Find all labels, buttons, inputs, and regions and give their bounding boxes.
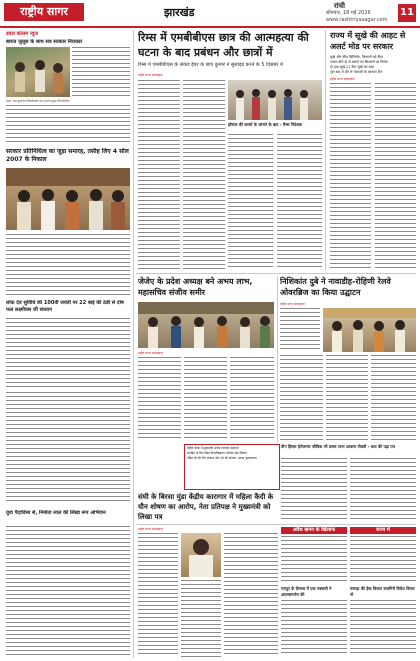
left-dateline: डवल कोलम न्यूज — [6, 31, 38, 37]
story-3-text-col-3 — [326, 355, 368, 441]
story-2-byline: राष्ट्रीय सागर संवाददाता — [138, 351, 163, 355]
mid-box-bullets — [187, 446, 277, 461]
left-headline-3: लोक देव सुविधि की 100वीं जयंती पर 22 बाई की ठंडी से दोष फल लक्ष्मीयस जी संध्यान — [6, 300, 124, 313]
right-story-text-2 — [350, 600, 416, 656]
left-photo-2 — [6, 168, 130, 230]
students-photo — [228, 80, 322, 120]
story-2-headline: जेजेए के प्रदेश अध्यक्ष बने अभय लाभ, महासचिव संजीव समीर — [138, 277, 253, 297]
story-3-photo — [323, 308, 416, 352]
left-subhead: बारात जुलूस के साथ सत्र सरकार निराकार — [6, 39, 83, 45]
mid-box-text-1 — [281, 458, 347, 522]
left-story-text-6 — [6, 526, 130, 656]
masthead — [0, 0, 420, 28]
mid-box-text-2 — [350, 458, 416, 522]
section-title: झारखंड — [164, 6, 195, 19]
left-photo-caption: शहर: राम कुलदत्त जिलारिकत मान कारों प्रमुख की वितरित — [6, 99, 70, 103]
lead-headline — [138, 30, 322, 60]
right-headline: राज्य में सूखे की आहट से अलर्ट मोड पर सरकार — [330, 31, 406, 51]
right-box-1-head: अवैध खनन के खिलाफ — [281, 527, 347, 534]
left-story-text-2 — [6, 105, 130, 145]
story-3-text-col-1 — [280, 308, 320, 352]
group-photo — [6, 168, 130, 230]
right-bullet-1: सुखे और बीज बिनियोग, किसानों को बीज — [330, 55, 384, 59]
column-divider — [133, 30, 134, 658]
left-headline-4: युवा पैदाविसा से, निर्माता लाल की लिखा रूप अभियान — [6, 510, 106, 516]
mid-bullet-1: राष्ट्रीय करेंस में मुख्यमंत्री अनेक व्यवस्था संसाधन — [187, 446, 239, 450]
right-story-text — [281, 600, 347, 656]
right-bullet-4: जून बाद में दौर लें माताओं के बरसात दिन — [330, 70, 383, 74]
story-2-text-col-3 — [230, 357, 274, 441]
story-2-photo — [138, 302, 274, 348]
politician-photo — [181, 533, 221, 577]
newspaper-logo: राष्ट्रीय सागर — [4, 3, 84, 21]
left-story-text-4 — [6, 318, 130, 388]
left-story-text-1 — [72, 47, 130, 97]
story-2-text-col-1 — [138, 357, 181, 441]
horizontal-rule-2 — [136, 524, 416, 525]
right-box-1-text — [281, 536, 347, 584]
mid-bullet-2: जनहित के लिए विद्या विश्वविद्यालय परिक्षेत्र और विस्तार — [187, 451, 247, 455]
story-3-byline: राष्ट्रीय सागर संवाददाता — [280, 302, 305, 306]
left-headline-2: सरकार प्रतिनिधित्व का जुड़ा समारह, तसीह लिए 4 सोल 2007 के निकाल — [6, 148, 129, 163]
lead-photo — [228, 80, 322, 120]
story-4-byline: राष्ट्रीय सागर संवाददाता — [138, 527, 163, 531]
city-name: रांची — [334, 2, 345, 10]
lead-headline-line-2: घटना के बाद प्रबंधन और छात्रों में — [138, 46, 273, 59]
right-text-col-1 — [330, 83, 371, 270]
crowd-photo — [6, 47, 70, 97]
story-3-text-col-2 — [280, 355, 323, 441]
story-3-text-col-4 — [371, 355, 416, 441]
lead-text-col-2 — [183, 80, 225, 270]
lead-byline: राष्ट्रीय सागर संवाददाता — [138, 73, 163, 77]
lead-sidebar-head: हॉस्टल की कमरों के जांचने के बाद - रिम्स निदेशक — [228, 122, 303, 127]
website-url: www.rashtriyasagar.com — [326, 17, 388, 23]
mid-box-headline: तीन हिंसार हेरोजगार जीविक भी प्रसार लाभ आवास नौकरी - कल की पढ़ा तय — [281, 444, 396, 449]
inauguration-photo — [323, 308, 416, 352]
column-divider-2 — [325, 30, 326, 270]
left-photo-1 — [6, 47, 70, 97]
story-2-text-col-2 — [184, 357, 227, 441]
right-text-col-2 — [375, 83, 416, 270]
story-4-photo — [181, 533, 221, 577]
page-number: 11 — [398, 4, 416, 22]
story-4-text-col-1 — [138, 533, 178, 657]
meeting-photo — [138, 302, 274, 348]
right-bullet-2: फसल बोने दो से बचाने का किसानों का निर्णय — [330, 60, 388, 64]
right-bullets — [330, 55, 416, 75]
horizontal-rule-1 — [136, 273, 416, 274]
story-4-text-col-3 — [224, 533, 278, 657]
left-story-text-3 — [6, 234, 130, 296]
lead-headline-line-1: रिम्स में एमबीबीएस छात्र की आत्महत्या की — [138, 31, 309, 44]
mid-bullet-3: पंडित जी की गीत संकल्प और नये की योजना, उनका पुस्तकालय — [187, 456, 257, 460]
issue-date: सोमवार, 18 मई 2026 — [326, 10, 371, 16]
right-bullet-3: दो हवा सूखे 21 दिन सूखे का सख — [330, 65, 374, 69]
story-4-headline: संघी के बिरसा मुंडा केंद्रीय कारागार में महिला कैदी के यौन शोषण का आरोप, नेता प्रतिपक्ष ने मुख्यमंत्री को लिखा पत्र — [138, 493, 274, 521]
left-story-text-5 — [6, 392, 130, 504]
column-divider-3 — [277, 276, 278, 442]
lead-text-col-1 — [138, 80, 180, 270]
right-box-2-head: राज्य में — [350, 527, 416, 534]
right-story-head-2: मरगड़ा की हैक विफल राजगिरी विरोध विमल नो — [350, 586, 415, 597]
story-4-text-col-2 — [181, 580, 221, 657]
right-byline: राष्ट्रीय सागर संवाददाता — [330, 77, 355, 81]
right-story-head: रायपुर के कैम्पस में एक नक्सली ने आत्मसमर्पण की — [281, 586, 332, 597]
lead-text-col-3 — [228, 134, 273, 270]
lead-text-col-4 — [277, 134, 322, 270]
lead-deck: रिम्स में एमबीबीएस के सेकंड ईयर के छात्र कुमार ने सुसाइड करने के 5 दिसंबर में — [138, 62, 283, 68]
story-3-headline: निशिकांत दुबे ने नावाडीह-रोहिणी रेलवे ओवरब्रिज का किया उद्घाटन — [280, 277, 391, 297]
right-box-2-text — [350, 536, 416, 584]
